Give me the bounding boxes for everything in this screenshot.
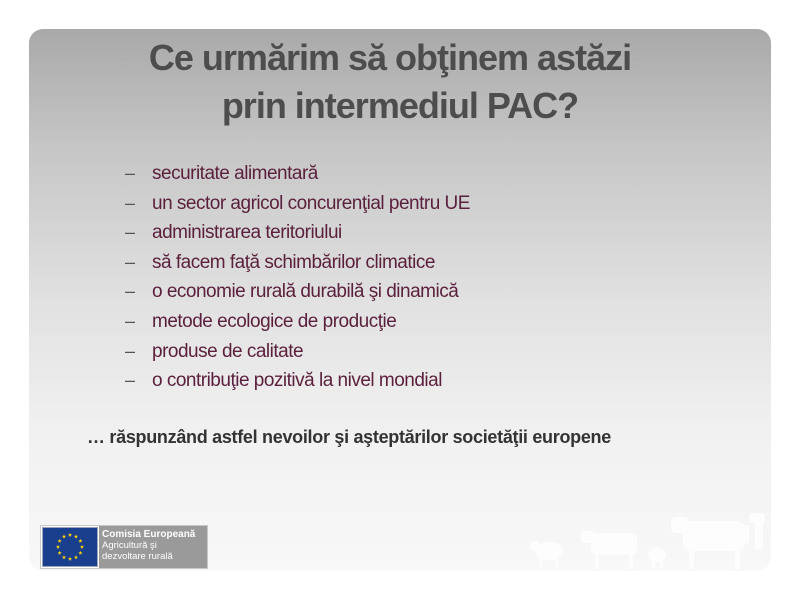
logo-dept-line-1: Agricultură şi <box>102 540 157 551</box>
bullet-dash: – <box>125 310 135 331</box>
farm-animals-watermark-icon <box>499 499 771 571</box>
bullet-dash: – <box>125 192 135 213</box>
bullet-dash: – <box>125 281 135 302</box>
bullet-text: să facem faţă schimbărilor climatice <box>152 251 435 273</box>
bullet-item <box>125 277 470 307</box>
bullet-text: securitate alimentară <box>152 163 318 184</box>
logo-text <box>99 526 207 568</box>
title-line-2: prin intermediul PAC? <box>221 85 579 126</box>
bullet-text: administrarea teritoriului <box>152 222 342 244</box>
eu-star-icon <box>62 534 66 538</box>
bullet-item <box>125 307 470 337</box>
bullet-text: o economie rurală durabilă şi dinamică <box>152 281 459 303</box>
eu-flag-icon <box>42 527 98 567</box>
slide <box>29 29 771 571</box>
bullet-item <box>125 159 470 189</box>
bullet-dash: – <box>125 163 135 183</box>
eu-star-icon <box>68 533 72 537</box>
eu-star-icon <box>58 551 62 555</box>
bullet-item <box>125 189 470 219</box>
eu-star-icon <box>68 557 72 561</box>
title-line-1: Ce urmărim să obţinem astăzi <box>148 37 632 78</box>
bullet-item <box>125 218 470 248</box>
bullet-dash: – <box>125 222 135 243</box>
bullet-text: o contribuţie pozitivă la nivel mondial <box>152 370 442 392</box>
bullet-item <box>125 337 470 367</box>
eu-star-icon <box>80 545 84 549</box>
bullet-item <box>125 248 470 278</box>
european-commission-logo <box>40 525 208 569</box>
logo-org: Comisia Europeană <box>102 529 196 540</box>
eu-star-icon <box>74 534 78 538</box>
bullet-text: un sector agricol concurenţial pentru UE <box>152 192 470 214</box>
bullet-text: metode ecologice de producţie <box>152 310 397 332</box>
eu-star-icon <box>58 539 62 543</box>
bullet-item <box>125 366 470 396</box>
eu-star-icon <box>62 555 66 559</box>
eu-star-icon <box>74 555 78 559</box>
eu-flag-stars <box>43 528 97 566</box>
bullet-list <box>125 159 470 396</box>
eu-star-icon <box>78 551 82 555</box>
bullet-dash: – <box>125 340 135 361</box>
bullet-dash: – <box>125 251 135 272</box>
bullet-text: produse de calitate <box>152 340 304 362</box>
bullet-dash: – <box>125 370 135 391</box>
conclusion-text: … răspunzând astfel nevoilor şi aşteptărilor societăţii europene <box>87 427 611 447</box>
logo-dept-line-2: dezvoltare rurală <box>102 551 173 562</box>
eu-star-icon <box>56 545 60 549</box>
eu-star-icon <box>78 539 82 543</box>
